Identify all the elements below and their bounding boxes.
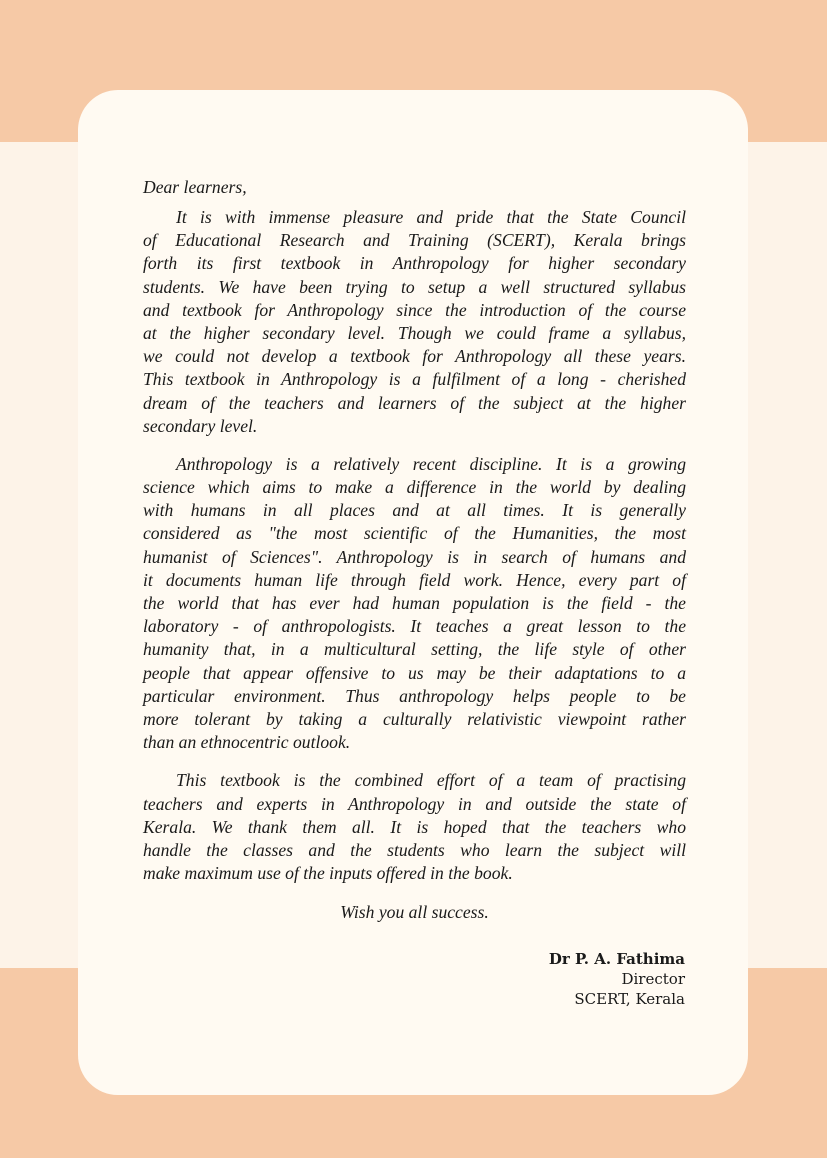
text-line: students. We have been trying to setup a well structured syllabus xyxy=(143,276,686,297)
text-line: This textbook in Anthropology is a fulfilment of a long - cherished xyxy=(143,369,686,390)
greeting: Dear learners, xyxy=(143,177,247,197)
signatory-title: Director xyxy=(621,970,685,988)
text-line: humanist of Sciences". Anthropology is in search of humans and xyxy=(143,546,686,567)
text-line: forth its first textbook in Anthropology for higher secondary xyxy=(143,253,686,274)
text-line: handle the classes and the students who learn the subject will xyxy=(143,839,686,860)
text-line: of Educational Research and Training (SCERT), Kerala brings xyxy=(143,230,686,251)
signature-block xyxy=(549,949,685,1009)
text-line: at the higher secondary level. Though we could frame a syllabus, xyxy=(143,322,686,343)
text-line: than an ethnocentric outlook. xyxy=(143,732,351,753)
text-line: people that appear offensive to us may be their adaptations to a xyxy=(143,662,686,683)
text-line: Anthropology is a relatively recent discipline. It is a growing xyxy=(176,453,686,474)
text-line: with humans in all places and at all times. It is generally xyxy=(143,500,686,521)
text-line: Kerala. We thank them all. It is hoped that the teachers who xyxy=(143,816,686,837)
signatory-name: Dr P. A. Fathima xyxy=(548,950,685,968)
text-line: This textbook is the combined effort of a team of practising xyxy=(176,770,686,791)
text-line: we could not develop a textbook for Anthropology all these years. xyxy=(143,346,686,367)
text-line: more tolerant by taking a culturally relativistic viewpoint rather xyxy=(143,708,686,729)
text-line: teachers and experts in Anthropology in and outside the state of xyxy=(143,793,686,814)
paragraph-1 xyxy=(143,206,686,438)
text-line: considered as "the most scientific of the Humanities, the most xyxy=(143,523,686,544)
text-line: particular environment. Thus anthropology helps people to be xyxy=(143,685,686,706)
text-line: dream of the teachers and learners of the subject at the higher xyxy=(143,392,686,413)
text-line: secondary level. xyxy=(143,415,258,436)
text-line: humanity that, in a multicultural setting, the life style of other xyxy=(143,639,686,660)
text-line: the world that has ever had human population is the field - the xyxy=(143,593,686,613)
text-line: science which aims to make a difference in the world by dealing xyxy=(143,477,686,498)
paragraph-3 xyxy=(143,769,686,885)
text-line: make maximum use of the inputs offered in the book. xyxy=(143,863,513,884)
closing-line: Wish you all success. xyxy=(340,902,489,923)
text-line: it documents human life through field work. Hence, every part of xyxy=(143,569,686,590)
paragraph-2 xyxy=(143,453,686,754)
text-line: and textbook for Anthropology since the introduction of the course xyxy=(143,299,686,320)
signatory-org: SCERT, Kerala xyxy=(574,990,685,1008)
text-line: It is with immense pleasure and pride that the State Council xyxy=(176,207,686,227)
text-line: laboratory - of anthropologists. It teaches a great lesson to the xyxy=(143,616,686,637)
letter-body xyxy=(143,174,686,924)
